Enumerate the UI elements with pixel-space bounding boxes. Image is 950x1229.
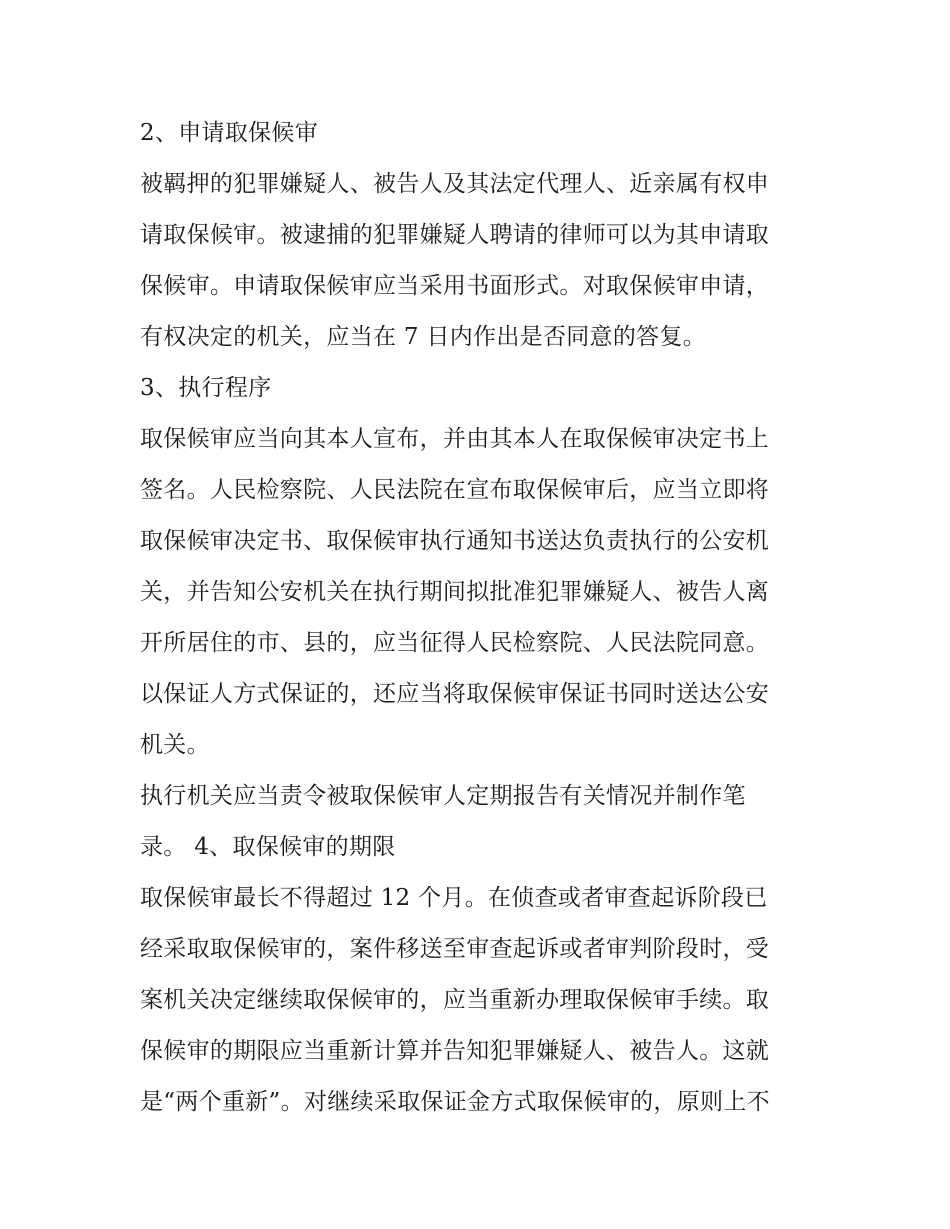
paragraph-line: 保候审的期限应当重新计算并告知犯罪嫌疑人、被告人。这就: [140, 1038, 770, 1064]
paragraph-line: 有权决定的机关，应当在 7 日内作出是否同意的答复。: [140, 324, 707, 350]
section-heading-execution-procedure: 3、执行程序: [140, 375, 272, 401]
paragraph-line: 执行机关应当责令被取保候审人定期报告有关情况并制作笔: [140, 783, 746, 809]
paragraph-line: 取保候审应当向其本人宣布，并由其本人在取保候审决定书上: [140, 426, 770, 452]
paragraph-line: 签名。人民检察院、人民法院在宣布取保候审后，应当立即将: [140, 477, 770, 503]
paragraph-line: 保候审。申请取保候审应当采用书面形式。对取保候审申请，: [140, 273, 770, 299]
paragraph-line: 录。 4、取保候审的期限: [140, 834, 396, 860]
paragraph-line: 关，并告知公安机关在执行期间拟批准犯罪嫌疑人、被告人离: [140, 579, 770, 605]
paragraph-line: 以保证人方式保证的，还应当将取保候审保证书同时送达公安: [140, 681, 770, 707]
document-page: [140, 108, 820, 1128]
paragraph-line: 开所居住的市、县的，应当征得人民检察院、人民法院同意。: [140, 630, 770, 656]
paragraph-line: 取保候审最长不得超过 12 个月。在侦查或者审查起诉阶段已: [140, 885, 768, 911]
paragraph-line: 是“两个重新”。对继续采取保证金方式取保候审的，原则上不: [140, 1089, 770, 1115]
paragraph-line: 案机关决定继续取保候审的，应当重新办理取保候审手续。取: [140, 987, 770, 1013]
paragraph-line: 机关。: [140, 732, 210, 758]
paragraph-line: 取保候审决定书、取保候审执行通知书送达负责执行的公安机: [140, 528, 770, 554]
section-heading-apply-bail: 2、申请取保候审: [140, 120, 319, 146]
paragraph-line: 请取保候审。被逮捕的犯罪嫌疑人聘请的律师可以为其申请取: [140, 222, 770, 248]
paragraph-line: 被羁押的犯罪嫌疑人、被告人及其法定代理人、近亲属有权申: [140, 171, 770, 197]
paragraph-line: 经采取取保候审的，案件移送至审查起诉或者审判阶段时，受: [140, 936, 770, 962]
